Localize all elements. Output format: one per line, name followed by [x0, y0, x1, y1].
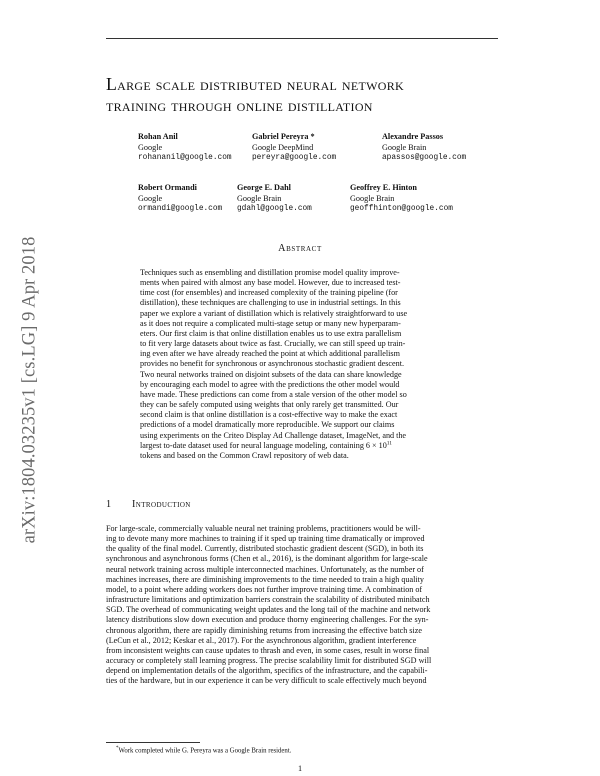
- author-block: [252, 132, 336, 164]
- abstract-body: [140, 268, 465, 461]
- abstract-line: Two neural networks trained on disjoint subsets of the data can share knowledge: [140, 369, 402, 379]
- abstract-line: predictions of a model dramatically more reproducible. We support our claims: [140, 420, 395, 430]
- author-name: Alexandre Passos: [382, 132, 444, 141]
- abstract-line: they can be safely computed using weights that only rarely get transmitted. Our: [140, 400, 399, 410]
- abstract-line: time cost (for ensembles) and increased complexity of the training pipeline (for: [140, 288, 398, 298]
- intro-line: SGD. The overhead of communicating weight updates and the long tail of the machine and network: [106, 605, 431, 615]
- intro-line: synchronous and asynchronous forms (Chen et al., 2016), is the dominant algorithm for large-scale: [106, 554, 428, 564]
- author-name: Rohan Anil: [138, 132, 178, 141]
- intro-line: from inconsistent weights can cause updates to thrash and even, in some cases, result in worse final: [106, 645, 430, 655]
- author-email: rohananil@google.com: [138, 154, 232, 163]
- abstract-line: using experiments on the Criteo Display Ad Challenge dataset, ImageNet, and the: [140, 430, 407, 440]
- intro-line: latency distributions slow down execution and produce thorny engineering challenges. For the syn-: [106, 615, 429, 625]
- intro-line: model, to a point where adding workers does not further improve training time. A combination of: [106, 584, 423, 594]
- author-block: [237, 183, 312, 215]
- abstract-line: Techniques such as ensembling and distillation promise model quality improve-: [140, 268, 400, 277]
- title-line-1: Large scale distributed neural network: [106, 74, 405, 94]
- arxiv-identifier: arXiv:1804.03235v1 [cs.LG] 9 Apr 2018: [19, 236, 40, 544]
- author-name: Gabriel Pereyra *: [252, 132, 315, 141]
- author-email: gdahl@google.com: [237, 205, 312, 214]
- author-block: [138, 132, 232, 164]
- footnote: [116, 746, 291, 754]
- abstract-line: largest to-date dataset used for neural language modeling, containing $6 \times 10^{11}$: [140, 439, 393, 450]
- abstract-line: provides no benefit for synchronous or asynchronous stochastic gradient descent.: [140, 359, 404, 369]
- arxiv-sidebar: [18, 210, 42, 570]
- abstract-line: distillation), these techniques are challenging to use in industrial settings. In this: [140, 298, 401, 308]
- intro-line: accuracy or completely stall learning progress. The precise scalability limit for distributed SGD will: [106, 656, 432, 666]
- author-block: [350, 183, 453, 215]
- abstract-line: ments when paired with almost any base model. However, due to increased test-: [140, 278, 401, 288]
- intro-line: infrastructure limitations and optimization barriers constrain the scalability of distributed minibatch: [106, 595, 430, 605]
- section-title: Introduction: [132, 499, 191, 510]
- abstract-line: eters. Our first claim is that online distillation enables us to use extra parallelism: [140, 328, 402, 338]
- abstract-line: to fit very large datasets about twice as fast. Crucially, we can still speed up train-: [140, 339, 406, 349]
- intro-line: For large-scale, commercially valuable neural net training problems, practitioners would be will-: [106, 524, 421, 533]
- section-heading: [106, 499, 191, 510]
- footnote-text: Work completed while G. Pereyra was a Google Brain resident.: [118, 747, 292, 755]
- author-email: geoffhinton@google.com: [350, 205, 453, 214]
- title-line-2: training through online distillation: [106, 95, 373, 115]
- author-name: Robert Ormandi: [138, 183, 197, 192]
- intro-line: depend on implementation details of the algorithm, specifics of the infrastructure, and the capabili-: [106, 666, 428, 676]
- section-number: 1: [106, 499, 112, 510]
- author-affiliation: Google Brain: [350, 193, 395, 203]
- intro-line: ties of the hardware, but in our experience it can be very difficult to scale effectively much beyond: [106, 676, 427, 686]
- author-affiliation: Google DeepMind: [252, 142, 314, 152]
- abstract-line: tokens and based on the Common Crawl repository of web data.: [140, 450, 349, 460]
- paper-title: [106, 74, 506, 116]
- author-name: George E. Dahl: [237, 183, 291, 192]
- intro-line: chronous algorithm, there are rapidly diminishing returns from increasing the effective batch size: [106, 625, 422, 635]
- abstract-line: as it does not require a complicated multi-stage setup or many new hyperparam-: [140, 318, 401, 328]
- intro-line: the quality of the final model. Currently, distributed stochastic gradient descent (SGD), in both its: [106, 544, 424, 554]
- author-affiliation: Google: [138, 142, 163, 152]
- page-number: 1: [297, 764, 303, 773]
- intro-line: (LeCun et al., 2012; Keskar et al., 2017). For the asynchronous algorithm, gradient interference: [106, 635, 417, 645]
- author-email: ormandi@google.com: [138, 205, 223, 214]
- author-email: pereyra@google.com: [252, 154, 337, 163]
- abstract-heading: Abstract: [278, 243, 322, 254]
- exponent: 11: [386, 439, 393, 446]
- author-block: [138, 183, 222, 215]
- intro-line: ing to devote many more machines to training if it sped up training time dramatically or improved: [106, 534, 425, 544]
- intro-line: machines increases, there are diminishing improvements to the time needed to train a high quality: [106, 574, 424, 584]
- author-block: [382, 132, 466, 164]
- footnote-mark: *: [116, 746, 119, 751]
- top-rule: [106, 38, 498, 39]
- author-name: Geoffrey E. Hinton: [350, 183, 417, 192]
- author-email: apassos@google.com: [382, 154, 467, 163]
- abstract-line: paper we explore a variant of distillation which is relatively straightforward to use: [140, 308, 408, 318]
- abstract-line: have made. These predictions can come from a stale version of the other model so: [140, 389, 407, 399]
- author-affiliation: Google Brain: [382, 142, 427, 152]
- intro-line: neural network training across multiple interconnected machines. Unfortunately, as the number of: [106, 564, 424, 574]
- abstract-line: second claim is that online distillation is a cost-effective way to make the exact: [140, 410, 398, 420]
- footnote-rule: [106, 742, 200, 743]
- author-affiliation: Google: [138, 193, 163, 203]
- abstract-line: ing even after we have already reached the point at which additional parallelism: [140, 349, 400, 359]
- author-affiliation: Google Brain: [237, 193, 282, 203]
- abstract-line: by encouraging each model to agree with the predictions the other model would: [140, 379, 400, 389]
- introduction-body: [106, 524, 498, 687]
